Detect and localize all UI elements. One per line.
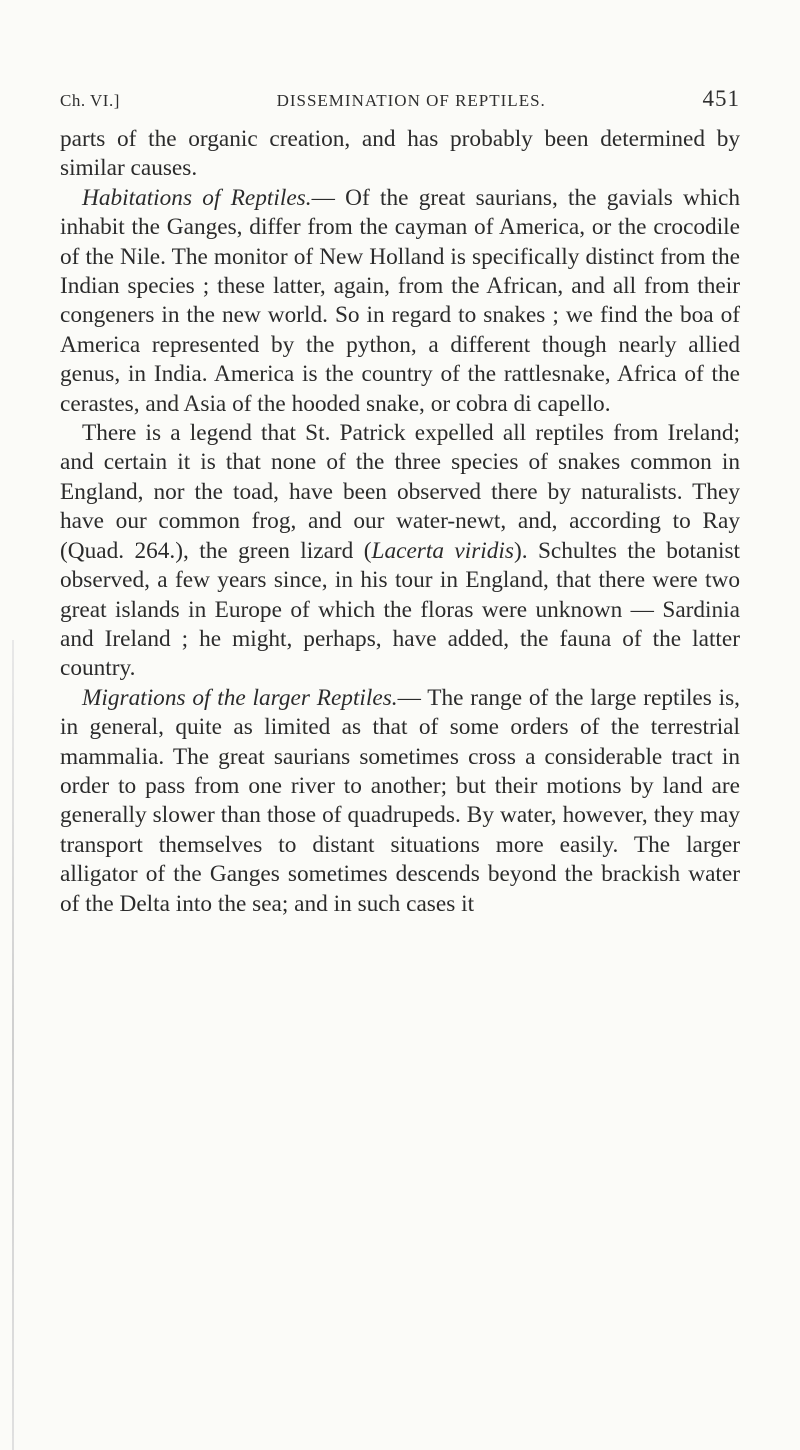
paragraph (60, 184, 740, 419)
paragraph-text: — Of the great saurians, the gavials which inhabit the Ganges, differ from the cayman of America, or the crocodile of the Nile. The monitor of New Holland is specifically distinct from the Indian species ; these latter, again, from the African, and all from their congeners in the new world. So in regard to snakes ; we find the boa of America represented by the python, a different though nearly allied genus, in India. America is the country of the rattlesnake, Africa of the cerastes, and Asia of the hooded snake, or cobra di capello. (60, 184, 740, 417)
paragraph (60, 125, 740, 184)
chapter-label: Ch. VI.] (60, 91, 120, 110)
paragraph-text: There is a legend that St. Patrick expelled all reptiles from Ireland; and certain it is that none of the three species of snakes common in England, nor the toad, have been observed there by naturalists. They have our common frog, and our water-newt, and, according to Ray (Quad. 264.), the green lizard ( (60, 420, 740, 564)
paragraph (60, 684, 740, 919)
paragraph-text: ). Schultes the botanist observed, a few years since, in his tour in England, that there were two great islands in Europe of which the floras were unknown — Sardinia and Ireland ; he might, perhaps, have added, the fauna of the latter country. (60, 537, 740, 682)
page-edge-shadow (12, 640, 14, 1450)
section-heading: Habitations of Reptiles. (82, 184, 312, 211)
paragraph-text: parts of the organic creation, and has probably been determined by similar causes. (60, 126, 740, 182)
section-heading: Migrations of the larger Reptiles. (82, 684, 398, 711)
running-head (60, 86, 740, 116)
page-number: 451 (702, 86, 740, 111)
species-name: Lacerta viridis (371, 537, 514, 564)
running-title: DISSEMINATION OF REPTILES. (276, 91, 546, 110)
paragraph (60, 419, 740, 684)
paragraph-text: — The range of the large reptiles is, in general, quite as limited as that of some orders of the terrestrial mammalia. The great saurians sometimes cross a considerable tract in order to pass from one river to another; but their motions by land are generally slower than those of quadrupeds. By water, however, they may transport themselves to distant situations more easily. The larger alligator of the Ganges sometimes descends beyond the brackish water of the Delta into the sea; and in such cases it (60, 684, 740, 917)
body-text (60, 125, 740, 919)
